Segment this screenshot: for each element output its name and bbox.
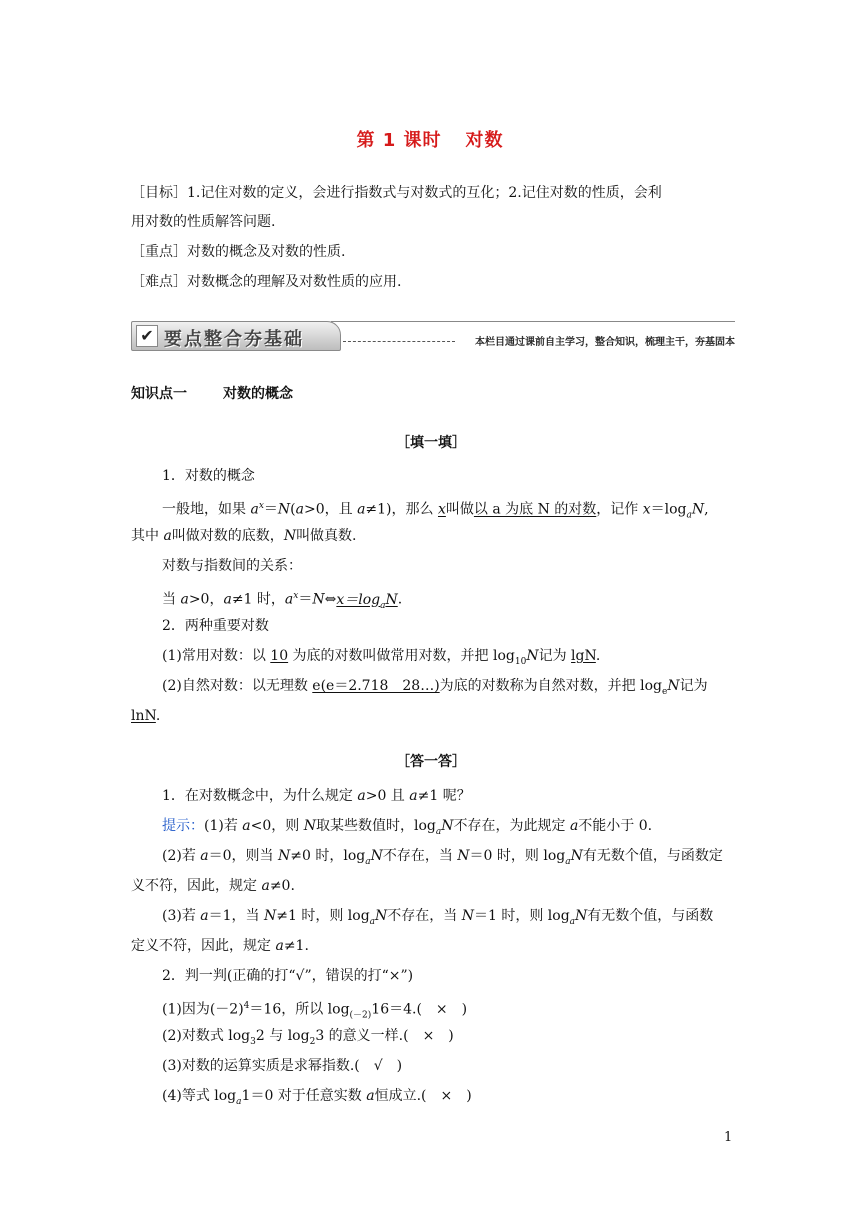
- fill-heading: ［填一填］: [396, 435, 466, 451]
- var-a: a: [200, 848, 209, 864]
- var-a: a: [357, 788, 366, 804]
- text: 不存在，当: [387, 908, 462, 924]
- text: ≠1.: [283, 938, 309, 954]
- judge-item-1: [162, 996, 762, 1025]
- text: 定义不符，因此，规定: [131, 938, 276, 954]
- banner-rule: [331, 321, 735, 322]
- var-n: N: [441, 818, 454, 834]
- text: ＝: [263, 501, 278, 518]
- judge-item-3: (3)对数的运算实质是求幂指数.( √ ): [162, 1058, 403, 1074]
- var-n: N: [278, 848, 291, 864]
- text: 记为: [538, 648, 572, 664]
- var-a: a: [200, 908, 209, 924]
- text: (: [290, 501, 296, 518]
- var-a: a: [284, 591, 294, 608]
- text: 2 与 log: [255, 1028, 310, 1044]
- knowledge-point-title: 对数的概念: [223, 386, 293, 402]
- text: ≠1 时，: [231, 591, 285, 608]
- text: >0，: [188, 591, 224, 608]
- text: (1)因为(－2): [162, 1001, 244, 1018]
- blank-definition: 以 a 为底 N 的对数: [473, 501, 597, 518]
- var-a: a: [275, 938, 284, 954]
- text: ＝1 时，则 log: [473, 908, 570, 924]
- hint-label: 提示：: [162, 818, 204, 834]
- blank-relation: [336, 591, 398, 611]
- var-a: a: [163, 528, 172, 544]
- judge-item-2: [162, 1026, 762, 1052]
- text: 叫做: [445, 501, 474, 518]
- var-n: N: [385, 591, 398, 608]
- text: (2)对数式 log: [162, 1028, 251, 1044]
- exp-x: x: [258, 501, 264, 511]
- text: 为底的对数叫做常用对数，并把 log: [288, 648, 515, 664]
- base-a: a: [565, 856, 571, 867]
- text: 恒成立.( × ): [374, 1088, 472, 1104]
- text: 1．在对数概念中，为什么规定: [162, 788, 358, 804]
- blank-x: x: [437, 501, 446, 518]
- knowledge-point-heading: [131, 383, 293, 403]
- base-10: 10: [514, 656, 527, 667]
- lesson-topic: 对数: [465, 130, 504, 151]
- var-n: N: [375, 908, 388, 924]
- var-a: a: [250, 501, 259, 518]
- check-icon: ✔: [136, 325, 158, 347]
- blank-lnn: lnN: [131, 708, 156, 724]
- blank-10: 10: [270, 648, 289, 664]
- var-n: N: [667, 678, 680, 694]
- var-n: N: [457, 848, 470, 864]
- var-n: N: [570, 848, 583, 864]
- banner-title: 要点整合夯基础: [164, 329, 304, 350]
- text: >0，且: [303, 501, 358, 518]
- var-n: N: [461, 908, 474, 924]
- question-1: [162, 786, 762, 806]
- text: (3)若: [162, 908, 201, 924]
- lesson-number: 第 1 课时: [356, 130, 442, 151]
- text: (4)等式 log: [162, 1088, 237, 1104]
- text: ≠0 时，log: [290, 848, 366, 864]
- var-n: N: [691, 501, 705, 518]
- text: x＝log: [336, 591, 381, 608]
- text: ≠0.: [269, 878, 295, 894]
- text: ＝0 时，则 log: [469, 848, 566, 864]
- hint-1: [162, 816, 762, 842]
- text: 取某些数值时，log: [315, 818, 436, 834]
- blank-lgn: lgN: [571, 648, 596, 664]
- text: .: [155, 708, 161, 724]
- fill-1-title: 1．对数的概念: [162, 468, 255, 484]
- natural-log-line: [162, 676, 762, 702]
- definition-line-2: [131, 526, 731, 546]
- text: (2)若: [162, 848, 201, 864]
- text: .: [595, 648, 601, 664]
- text: 为底的对数称为自然对数，并把 log: [439, 678, 662, 694]
- text: ，记作: [596, 501, 643, 518]
- page-title: [0, 126, 860, 152]
- text: (2)自然对数：以无理数: [162, 678, 313, 694]
- text: (1)常用对数：以: [162, 648, 271, 664]
- answer-heading: ［答一答］: [396, 754, 466, 770]
- text: 叫做对数的底数，: [171, 528, 284, 544]
- knowledge-point-label: 知识点一: [131, 386, 187, 402]
- text: 义不符，因此，规定: [131, 878, 262, 894]
- base-a: a: [380, 600, 386, 611]
- var-n: N: [312, 591, 325, 608]
- natural-log-line-2: [131, 706, 731, 726]
- hint-2-line-2: [131, 876, 731, 896]
- var-a: a: [409, 788, 418, 804]
- text: ＝1，当: [208, 908, 264, 924]
- text: ≠1 时，则 log: [276, 908, 370, 924]
- page-number: 1: [724, 1130, 733, 1145]
- goal-line-2: 用对数的性质解答问题.: [131, 214, 276, 230]
- text: ＝16，所以 log: [249, 1001, 350, 1018]
- base-a: a: [435, 826, 442, 837]
- text: ⇔: [324, 591, 337, 608]
- text: ,: [704, 501, 709, 518]
- var-x: x: [642, 501, 651, 518]
- text: .: [397, 591, 403, 608]
- base-a: a: [686, 510, 692, 521]
- text: ≠1)，那么: [365, 501, 438, 518]
- banner-dash: [343, 341, 455, 342]
- relation-line: [162, 586, 762, 615]
- judge-item-4: [162, 1086, 762, 1112]
- difficult-point: ［难点］对数概念的理解及对数性质的应用.: [131, 274, 402, 290]
- text: 有无数个值，与函数定: [582, 848, 723, 864]
- blank-e: e(e＝2.718 28…): [312, 678, 440, 694]
- text: 16＝4.( × ): [371, 1001, 468, 1018]
- goal-line-1: ［目标］1.记住对数的定义，会进行指数式与对数式的互化；2.记住对数的性质，会利: [131, 185, 662, 201]
- base-e: e: [662, 686, 668, 697]
- base-a: a: [236, 1096, 242, 1107]
- base: 3: [250, 1036, 256, 1047]
- text: >0 且: [365, 788, 410, 804]
- var-n: N: [526, 648, 539, 664]
- var-n: N: [283, 528, 297, 544]
- key-point: ［重点］对数的概念及对数的性质.: [131, 244, 346, 260]
- fill-2-title: 2．两种重要对数: [162, 618, 269, 634]
- base: (－2): [349, 1010, 372, 1021]
- text: 不存在，为此规定: [453, 818, 570, 834]
- text: 当: [162, 591, 181, 608]
- var-a: a: [242, 818, 251, 834]
- text: 不存在，当: [382, 848, 458, 864]
- hint-3-line-1: [162, 906, 762, 932]
- text: ＝: [298, 591, 313, 608]
- text: 记为: [679, 678, 708, 694]
- question-2: 2．判一判(正确的打“√”，错误的打“×”): [162, 968, 414, 984]
- text: ＝0，则当: [208, 848, 278, 864]
- base: 2: [309, 1036, 316, 1047]
- text: (1)若: [204, 818, 243, 834]
- relation-title: 对数与指数间的关系：: [162, 558, 302, 574]
- var-a: a: [295, 501, 304, 518]
- text: ＝log: [650, 501, 687, 518]
- section-banner: [131, 321, 735, 351]
- var-a: a: [180, 591, 189, 608]
- var-n: N: [264, 908, 277, 924]
- banner-box: [131, 321, 341, 351]
- var-n: N: [303, 818, 316, 834]
- text: ≠1 呢？: [417, 788, 471, 804]
- var-n: N: [575, 908, 588, 924]
- var-a: a: [366, 1088, 375, 1104]
- common-log-line: [162, 646, 762, 672]
- exp: 4: [243, 1001, 250, 1011]
- var-a: a: [261, 878, 270, 894]
- var-n: N: [277, 501, 291, 518]
- var-a: a: [223, 591, 232, 608]
- var-n: N: [370, 848, 383, 864]
- text: 3 的意义一样.( × ): [315, 1028, 454, 1044]
- text: 1＝0 对于任意实数: [241, 1088, 367, 1104]
- text: 一般地，如果: [162, 501, 251, 518]
- text: 其中: [131, 528, 164, 544]
- exp-x: x: [293, 591, 299, 601]
- hint-2-line-1: [162, 846, 762, 872]
- base-a: a: [365, 856, 371, 867]
- var-a: a: [357, 501, 366, 518]
- banner-note: 本栏目通过课前自主学习，整合知识，梳理主干，夯基固本: [475, 337, 735, 348]
- base-a: a: [569, 916, 576, 927]
- hint-3-line-2: [131, 936, 731, 956]
- text: <0，则: [250, 818, 304, 834]
- definition-line-1: [162, 496, 762, 525]
- text: 叫做真数.: [296, 528, 357, 544]
- text: 不能小于 0.: [578, 818, 653, 834]
- base-a: a: [369, 916, 376, 927]
- text: 有无数个值，与函数: [587, 908, 714, 924]
- var-a: a: [569, 818, 579, 834]
